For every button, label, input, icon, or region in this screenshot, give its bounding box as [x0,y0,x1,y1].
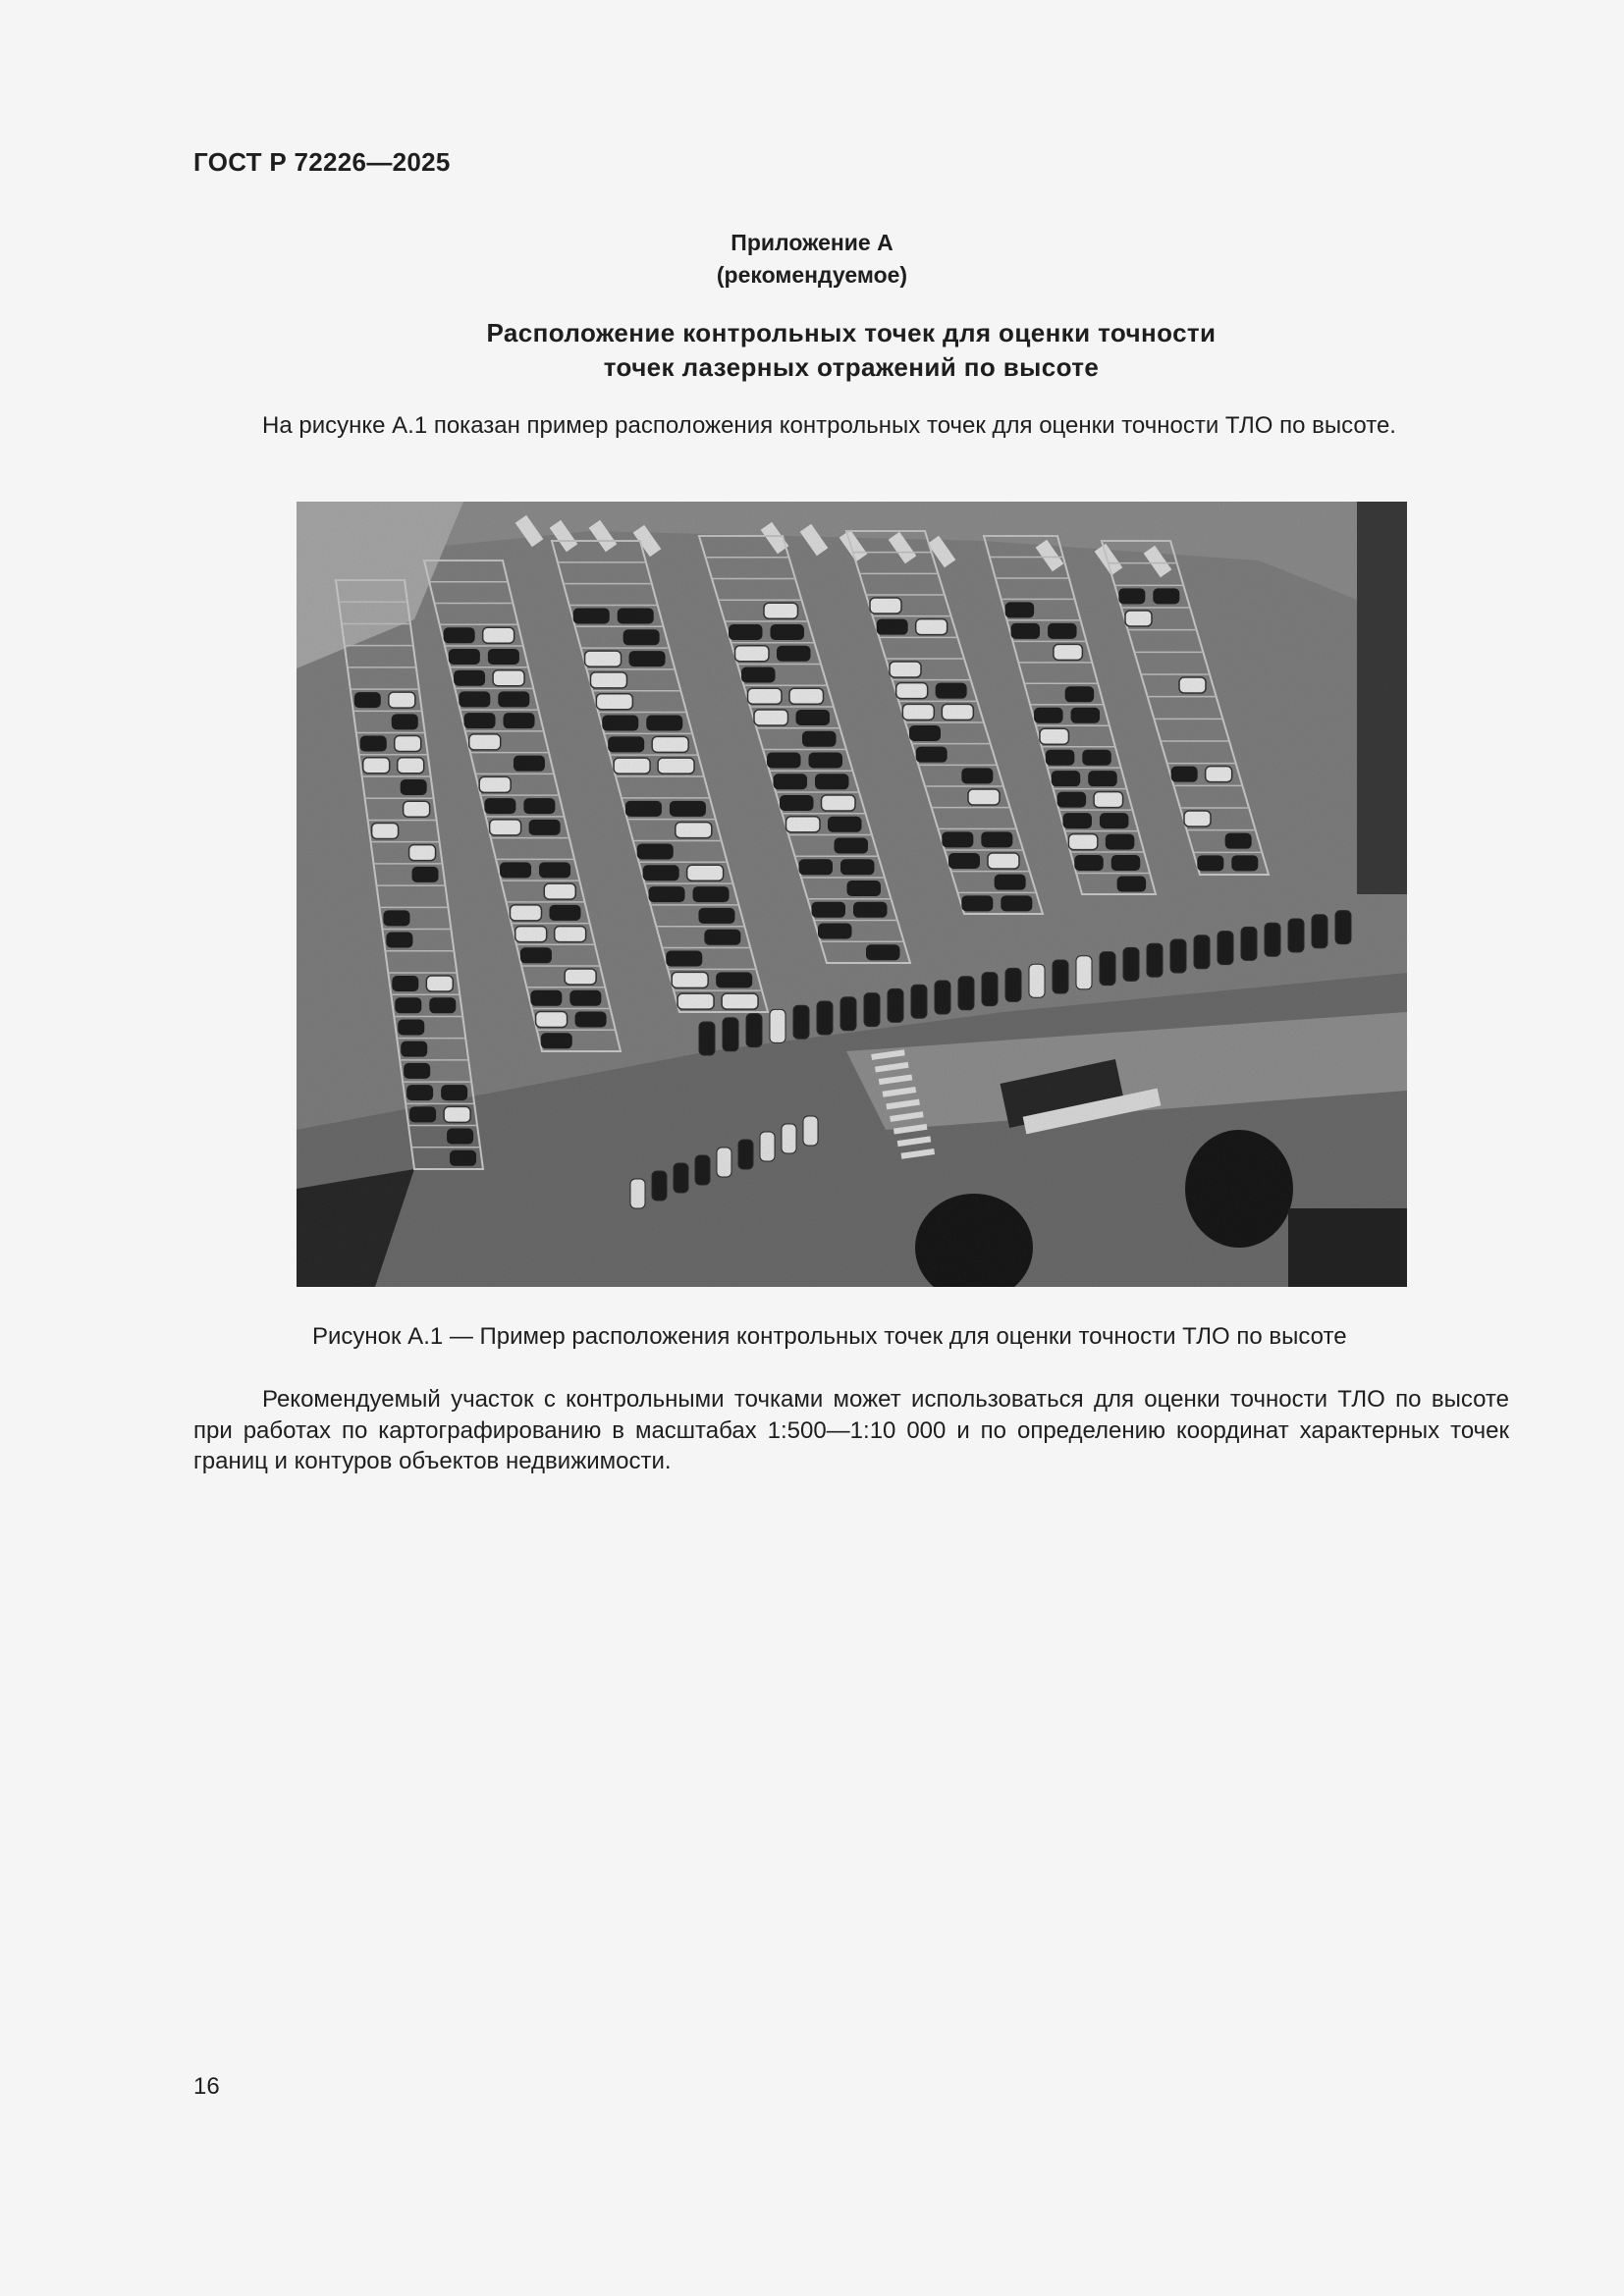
car-shape [406,1085,433,1100]
car-shape [520,947,552,963]
car-shape [614,758,650,774]
car-shape [774,774,808,789]
car-shape [514,756,545,772]
car-shape [748,688,783,704]
car-shape [409,845,436,861]
car-shape [530,990,562,1006]
car-shape [764,603,798,618]
car-shape [623,629,660,645]
car-shape [602,716,638,731]
car-shape [676,823,712,838]
appendix-title: Приложение А [731,230,893,255]
car-shape [493,670,524,686]
car-shape [649,886,685,902]
car-shape [523,798,555,814]
figure-caption: Рисунок А.1 — Пример расположения контрольных точек для оценки точности ТЛО по высоте [312,1323,1347,1350]
car-shape [1057,792,1087,808]
car-shape [500,862,531,878]
car-shape [404,1063,430,1079]
car-shape [796,710,831,725]
car-shape [409,1106,436,1122]
car-shape [643,865,679,881]
car-shape [398,758,424,774]
car-shape [1071,708,1101,723]
car-shape [450,1150,476,1166]
section-title-line1: Расположение контрольных точек для оценки точности [486,318,1217,347]
car-shape [573,608,610,623]
car-shape [529,820,561,835]
car-shape [818,924,852,939]
car-shape [877,619,908,635]
car-shape [449,649,480,665]
car-shape [454,670,485,686]
car-shape [646,716,682,731]
car-shape [404,801,430,817]
car-shape [896,683,928,699]
car-shape [483,627,514,643]
car-shape [988,853,1019,869]
car-shape [1094,792,1123,808]
car-shape [1206,767,1232,782]
car-shape [815,774,849,789]
car-shape [484,798,515,814]
car-shape [870,598,901,614]
car-shape [464,713,496,728]
car-shape [1088,771,1117,786]
car-shape [1046,750,1075,766]
car-shape [729,624,763,640]
car-shape [1074,855,1104,871]
section-title-line2: точек лазерных отражений по высоте [603,352,1100,382]
car-shape [401,779,427,795]
car-shape [585,651,622,667]
car-shape [1011,623,1041,639]
car-shape [1111,855,1141,871]
car-shape [1225,833,1252,849]
car-shape [447,1129,473,1145]
car-shape [687,865,724,881]
car-shape [1068,834,1098,850]
car-shape [569,990,601,1006]
car-shape [835,838,869,854]
car-shape [722,993,758,1009]
car-shape [412,867,439,882]
car-shape [498,691,529,707]
car-shape [363,758,390,774]
car-shape [890,662,921,677]
car-shape [360,736,387,752]
car-shape [828,817,862,832]
car-shape [1082,750,1111,766]
car-shape [916,619,947,635]
car-shape [812,902,846,918]
car-shape [539,862,570,878]
car-shape [822,795,856,811]
car-shape [536,1012,568,1028]
car-shape [1048,623,1077,639]
car-shape [596,694,632,710]
car-shape [789,688,824,704]
car-shape [575,1012,607,1028]
car-shape [1231,855,1258,871]
car-shape [942,704,973,720]
car-shape [741,667,776,683]
car-shape [389,692,415,708]
car-shape [698,908,734,924]
car-shape [948,853,980,869]
car-shape [777,646,811,662]
car-shape [459,691,490,707]
car-shape [1153,588,1179,604]
car-shape [441,1085,467,1100]
car-shape [704,930,740,945]
car-shape [429,997,456,1013]
car-shape [799,859,834,875]
car-shape [1197,855,1223,871]
car-shape [1100,813,1129,828]
car-shape [555,927,586,942]
car-shape [693,886,730,902]
car-shape [786,817,821,832]
car-shape [444,1106,470,1122]
car-shape [716,972,752,988]
car-shape [488,649,519,665]
car-shape [590,672,626,688]
car-shape [479,776,511,792]
car-shape [1005,602,1034,617]
car-shape [372,823,399,838]
body-paragraph: Рекомендуемый участок с контрольными точками может использоваться для оценки точности ТЛО по высоте при работах по картографированию в масштабах 1:500—1:10 000 и по определению координат характерных точек границ и контуров объектов недвижимости. [193,1386,1509,1474]
appendix-status: (рекомендуемое) [716,262,908,288]
car-shape [618,608,654,623]
car-shape [510,905,541,921]
car-shape [1040,728,1069,744]
car-shape [735,646,770,662]
car-shape [401,1041,427,1057]
car-shape [469,734,501,750]
car-shape [549,905,580,921]
car-shape [515,927,547,942]
car-shape [395,997,421,1013]
car-shape [866,944,900,960]
car-shape [936,683,967,699]
car-shape [398,1019,424,1035]
car-shape [1184,811,1211,827]
car-shape [942,831,973,847]
car-shape [652,736,688,752]
car-shape [629,651,666,667]
car-shape [802,731,837,747]
car-shape [995,875,1026,890]
car-shape [909,725,941,741]
car-shape [658,758,694,774]
car-shape [386,933,412,948]
car-shape [490,820,521,835]
car-shape [968,789,1000,805]
car-shape [426,976,453,991]
car-shape [637,843,674,859]
car-shape [444,627,475,643]
section-title [0,316,1624,385]
car-shape [354,692,381,708]
car-shape [1065,686,1095,702]
car-shape [544,883,575,899]
car-shape [1118,588,1145,604]
car-shape [541,1033,572,1048]
figure-aerial-photo [297,502,1407,1287]
car-shape [847,881,882,896]
page-number: 16 [193,2073,220,2100]
car-shape [565,969,596,985]
appendix-heading [0,227,1624,292]
car-shape [670,801,706,817]
car-shape [1062,813,1092,828]
car-shape [1034,708,1063,723]
car-shape [1179,677,1206,693]
car-shape [1054,644,1083,660]
car-shape [383,910,409,926]
document-id: ГОСТ Р 72226—2025 [193,147,451,177]
car-shape [392,976,418,991]
car-shape [840,859,875,875]
car-shape [780,795,814,811]
car-shape [961,895,993,911]
car-shape [1106,834,1135,850]
car-shape [395,736,421,752]
car-shape [1052,771,1081,786]
intro-paragraph: На рисунке А.1 показан пример расположения контрольных точек для оценки точности ТЛО по высоте. [262,412,1396,439]
car-shape [902,704,934,720]
car-shape [1171,767,1198,782]
car-shape [981,831,1012,847]
car-shape [767,753,801,769]
car-shape [771,624,805,640]
car-shape [853,902,888,918]
car-shape [754,710,788,725]
car-shape [1001,895,1032,911]
car-shape [1117,877,1147,892]
car-shape [608,736,644,752]
car-shape [672,972,708,988]
aerial-parking-lot-image [297,502,1407,1287]
car-shape [677,993,714,1009]
car-shape [504,713,535,728]
car-shape [666,951,702,967]
car-shape [809,753,843,769]
car-shape [1125,611,1152,626]
car-shape [916,747,947,763]
car-shape [392,714,418,729]
car-shape [625,801,662,817]
car-shape [961,768,993,783]
